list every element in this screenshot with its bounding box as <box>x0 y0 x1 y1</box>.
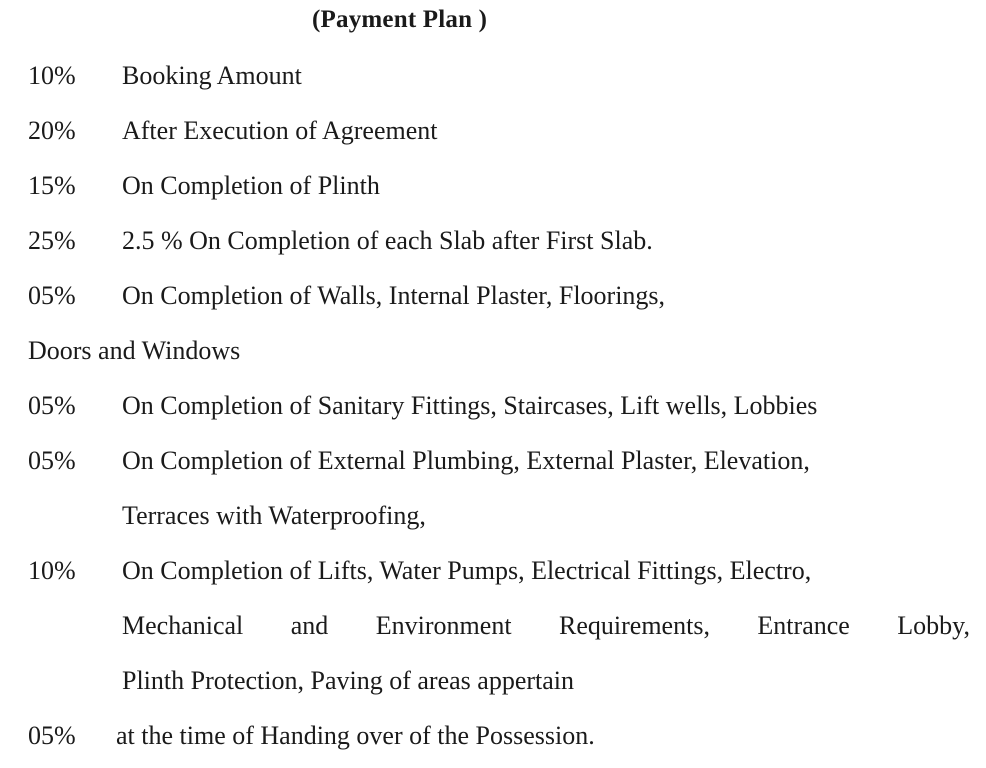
page-title: (Payment Plan ) <box>312 6 488 33</box>
row-5-text-line-1: On Completion of Walls, Internal Plaster, Floorings, <box>122 281 666 310</box>
row-3-percent: 15% <box>28 171 76 200</box>
row-1-percent: 10% <box>28 61 76 90</box>
row-8-text-line-1: On Completion of Lifts, Water Pumps, Electrical Fittings, Electro, <box>122 556 812 585</box>
row-6-percent: 05% <box>28 391 76 420</box>
row-9-percent: 05% <box>28 721 76 750</box>
row-2-percent: 20% <box>28 116 76 145</box>
row-7-percent: 05% <box>28 446 76 475</box>
row-8-text-line-2: Mechanical and Environment Requirements, Entrance Lobby, <box>122 611 970 640</box>
row-1-text: Booking Amount <box>122 61 302 90</box>
row-5-percent: 05% <box>28 281 76 310</box>
row-5-text-line-2: Doors and Windows <box>28 336 241 365</box>
row-9-text: at the time of Handing over of the Possession. <box>116 721 595 750</box>
row-4-percent: 25% <box>28 226 76 255</box>
row-2-text: After Execution of Agreement <box>122 116 438 145</box>
row-8-percent: 10% <box>28 556 76 585</box>
row-6-text: On Completion of Sanitary Fittings, Staircases, Lift wells, Lobbies <box>122 391 818 420</box>
row-3-text: On Completion of Plinth <box>122 171 380 200</box>
row-7-text-line-2: Terraces with Waterproofing, <box>122 501 426 530</box>
row-8-text-line-3: Plinth Protection, Paving of areas appertain <box>122 666 575 695</box>
row-4-text: 2.5 % On Completion of each Slab after First Slab. <box>122 226 653 255</box>
row-7-text-line-1: On Completion of External Plumbing, External Plaster, Elevation, <box>122 446 810 475</box>
